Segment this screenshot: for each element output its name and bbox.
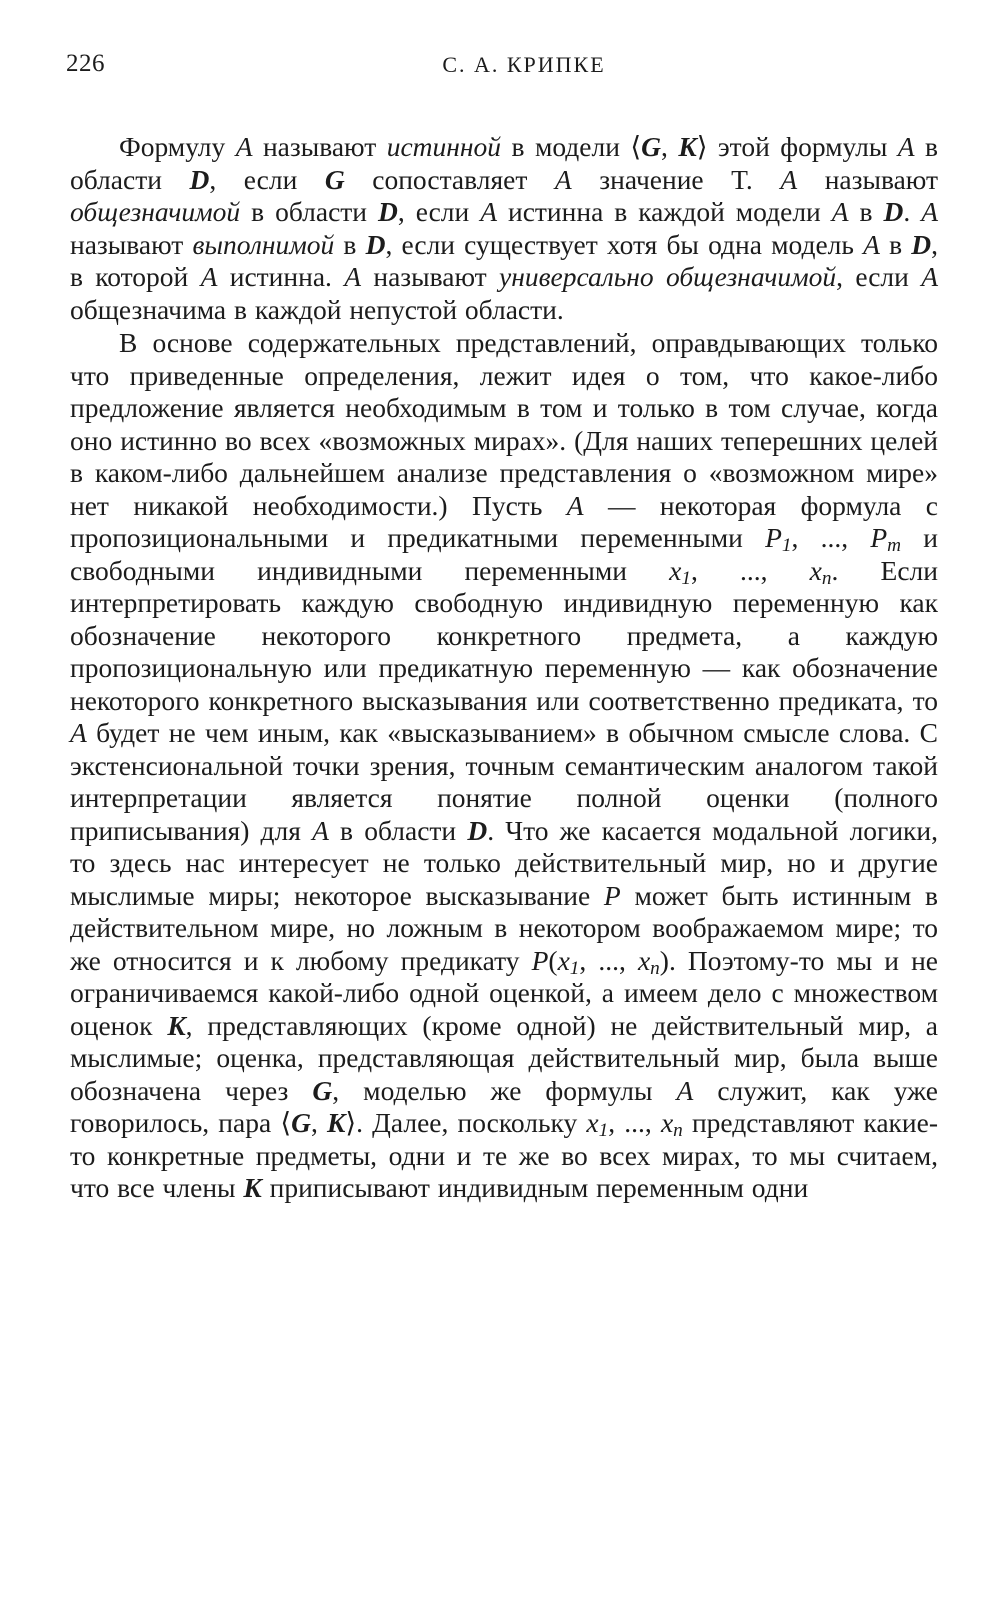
running-head: С. А. КРИПКЕ xyxy=(442,52,606,77)
page-number: 226 xyxy=(66,50,105,77)
body-text xyxy=(70,131,938,1205)
page-header xyxy=(66,50,946,90)
paragraph-2: В основе содержательных представлений, оправдывающих только что приведенные определения, лежит идея о том, что какое-либо предложение является необходимым в том и только в том случае, когда оно истинно во всех «возможных мирах». (Для наших теперешних целей в каком-либо дальнейшем анализе представления о «возможном мире» нет никакой необходимости.) Пусть А — некоторая формула с пропозициональными и предикатными переменными $P_1$, ..., $P_m$ и свободными индивидными переменными $x_1$, ..., $x_n$. Если интерпретировать каждую свободную индивидную переменную как обозначение некоторого конкретного предмета, а каждую пропозициональную или предикатную переменную — как обозначение некоторого конкретного высказывания или соответственно предиката, то А будет не чем иным, как «высказыванием» в обычном смысле слова. С экстенсиональной точки зрения, точным семантическим аналогом такой интерпретации является понятие полной оценки (полного приписывания) для А в области D. Что же касается модальной логики, то здесь нас интересует не только действительный мир, но и другие мыслимые миры; некоторое высказывание P может быть истинным в действительном мире, но ложным в некотором воображаемом мире; то же относится и к любому предикату $P(x_1$, ..., $x_n$). Поэтому-то мы и не ограничиваемся какой-либо одной оценкой, а имеем дело с множеством оценок K, представляющих (кроме одной) не действительный мир, а мыслимые; оценка, представляющая действительный мир, была выше обозначена через G, моделью же формулы А служит, как уже говорилось, пара ⟨G, K⟩. Далее, поскольку $x_1$, ..., $x_n$ представляют какие-то конкретные предметы, одни и те же во всех мирах, то мы считаем, что все члены K приписывают индивидным переменным одни xyxy=(70,327,939,1203)
paragraph-1: Формулу А называют истинной в модели ⟨G, K⟩ этой формулы А в области D, если G сопоставляет А значение T. А называют общезначимой в области D, если А истинна в каждой модели А в D. А называют выполнимой в D, если существует хотя бы одна модель А в D, в которой А истинна. А называют универсально общезначимой, если А общезначима в каждой непустой области. xyxy=(70,131,938,325)
